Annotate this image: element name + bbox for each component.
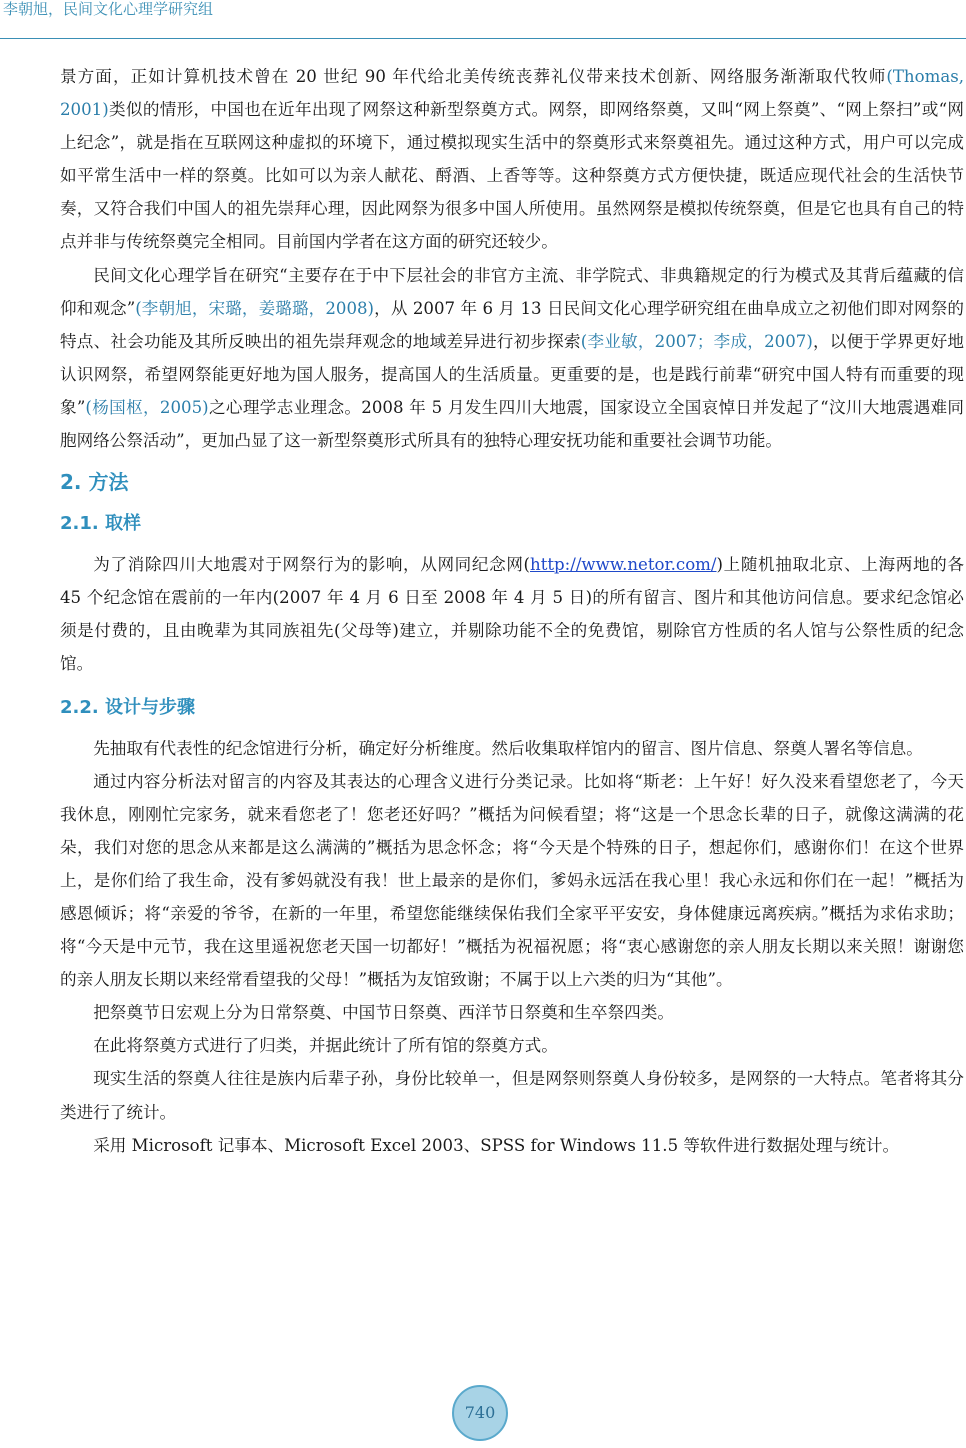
paragraph-design-1: 先抽取有代表性的纪念馆进行分析，确定好分析维度。然后收集取样馆内的留言、图片信息、祭奠人署名等信息。	[93, 738, 923, 758]
subsection-heading-sampling: 2.1. 取样	[60, 513, 141, 535]
running-title: 李朝旭，民间文化心理学研究组	[3, 0, 214, 18]
subsection-heading-design: 2.2. 设计与步骤	[60, 696, 195, 718]
paragraph-design-6: 采用 Microsoft 记事本、Microsoft Excel 2003、SPSS for Windows 11.5 等软件进行数据处理与统计。	[93, 1135, 900, 1155]
paragraph-sampling	[60, 548, 964, 680]
citation[interactable]: (李朝旭，宋璐，姜璐璐，2008)	[135, 298, 375, 318]
paragraph-design-4: 在此将祭奠方式进行了归类，并据此统计了所有馆的祭奠方式。	[93, 1036, 558, 1056]
text-run: ，从 2007 年 6 月 13 日民间文化心理学研究组在曲阜成立之初他们即对网祭的特点、社会功能及其所反映出的祖先崇拜观念的地域差异进行初步探索	[60, 298, 964, 351]
paragraph-design-5: 现实生活的祭奠人往往是族内后辈子孙，身份比较单一，但是网祭则祭奠人身份较多，是网祭的一大特点。笔者将其分类进行了统计。	[60, 1069, 964, 1122]
section-heading-methods: 2. 方法	[60, 470, 129, 495]
text-run: 之心理学志业理念。2008 年 5 月发生四川大地震，国家设立全国哀悼日并发起了“汶川大地震遇难同胞网络公祭活动”，更加凸显了这一新型祭奠形式所具有的独特心理安抚功能和重要社会调节功能。	[60, 397, 965, 451]
text-run: )上随机抽取北京、上海两地的各 45 个纪念馆在震前的一年内(2007 年 4 月 6 日至 2008 年 4 月 5 日)的所有留言、图片和其他访问信息。要求纪念馆必须是付费的，且由晚辈为其同族祖先(父母等)建立，并剔除功能不全的免费馆，剔除官方性质的名人馆与公祭性质的纪念馆。	[60, 555, 964, 674]
paragraph-design-2: 通过内容分析法对留言的内容及其表达的心理含义进行分类记录。比如将“斯老：上午好！好久没来看望您老了，今天我休息，刚刚忙完家务，就来看您老了！您老还好吗？”概括为问候看望；将“这是一个思念长辈的日子，就像这满满的花朵，我们对您的思念从来都是这么满满的”概括为思念怀念；将“今天是个特殊的日子，想起你们，感谢你们！在这个世界上，是你们给了我生命，没有爹妈就没有我！世上最亲的是你们，爹妈永远活在我心里！我心永远和你们在一起！”概括为感恩倾诉；将“亲爱的爷爷，在新的一年里，希望您能继续保佑我们全家平平安安，身体健康远离疾病。”概括为求佑求助；将“今天是中元节，我在这里遥祝您老天国一切都好！”概括为祝福祝愿；将“衷心感谢您的亲人朋友长期以来关照！谢谢您的亲人朋友长期以来经常看望我的父母！”概括为友馆致谢；不属于以上六类的归为“其他”。	[60, 771, 964, 990]
citation[interactable]: (杨国枢，2005)	[85, 397, 209, 417]
article-body	[60, 60, 964, 1162]
paragraph-folk-psychology	[60, 259, 964, 458]
text-run: 民间文化心理学旨在研究“主要存在于中下层社会的非官方主流、非学院式、非典籍规定的行为模式及其背后蕴藏的信仰和观念”	[60, 265, 964, 318]
text-run: 景方面，正如计算机技术曾在 20 世纪 90 年代给北美传统丧葬礼仪带来技术创新、网络服务渐渐取代牧师	[60, 67, 887, 86]
text-run: ，以便于学界更好地认识网祭，希望网祭能更好地为国人服务，提高国人的生活质量。更重要的是，也是践行前辈“研究中国人特有而重要的现象”	[60, 331, 964, 417]
netor-link[interactable]: http://www.netor.com/	[530, 555, 717, 575]
page-number-badge: 740	[452, 1385, 508, 1441]
paragraph-intro-continued	[60, 60, 964, 259]
citation[interactable]: (Thomas, 2001)	[60, 67, 964, 120]
text-run: 类似的情形，中国也在近年出现了网祭这种新型祭奠方式。网祭，即网络祭奠，又叫“网上祭奠”、“网上祭扫”或“网上纪念”，就是指在互联网这种虚拟的环境下，通过模拟现实生活中的祭奠形式来祭奠祖先。通过这种方式，用户可以完成如平常生活中一样的祭奠。比如可以为亲人献花、酹酒、上香等等。这种祭奠方式方便快捷，既适应现代社会的生活快节奏，又符合我们中国人的祖先崇拜心理，因此网祭为很多中国人所使用。虽然网祭是模拟传统祭奠，但是它也具有自己的特点并非与传统祭奠完全相同。目前国内学者在这方面的研究还较少。	[60, 100, 964, 252]
running-header	[0, 0, 966, 39]
paragraph-design-3: 把祭奠节日宏观上分为日常祭奠、中国节日祭奠、西洋节日祭奠和生卒祭四类。	[93, 1003, 674, 1023]
citation[interactable]: (李业敏，2007；李成，2007)	[580, 331, 813, 351]
text-run: 为了消除四川大地震对于网祭行为的影响，从网同纪念网(	[93, 555, 531, 575]
